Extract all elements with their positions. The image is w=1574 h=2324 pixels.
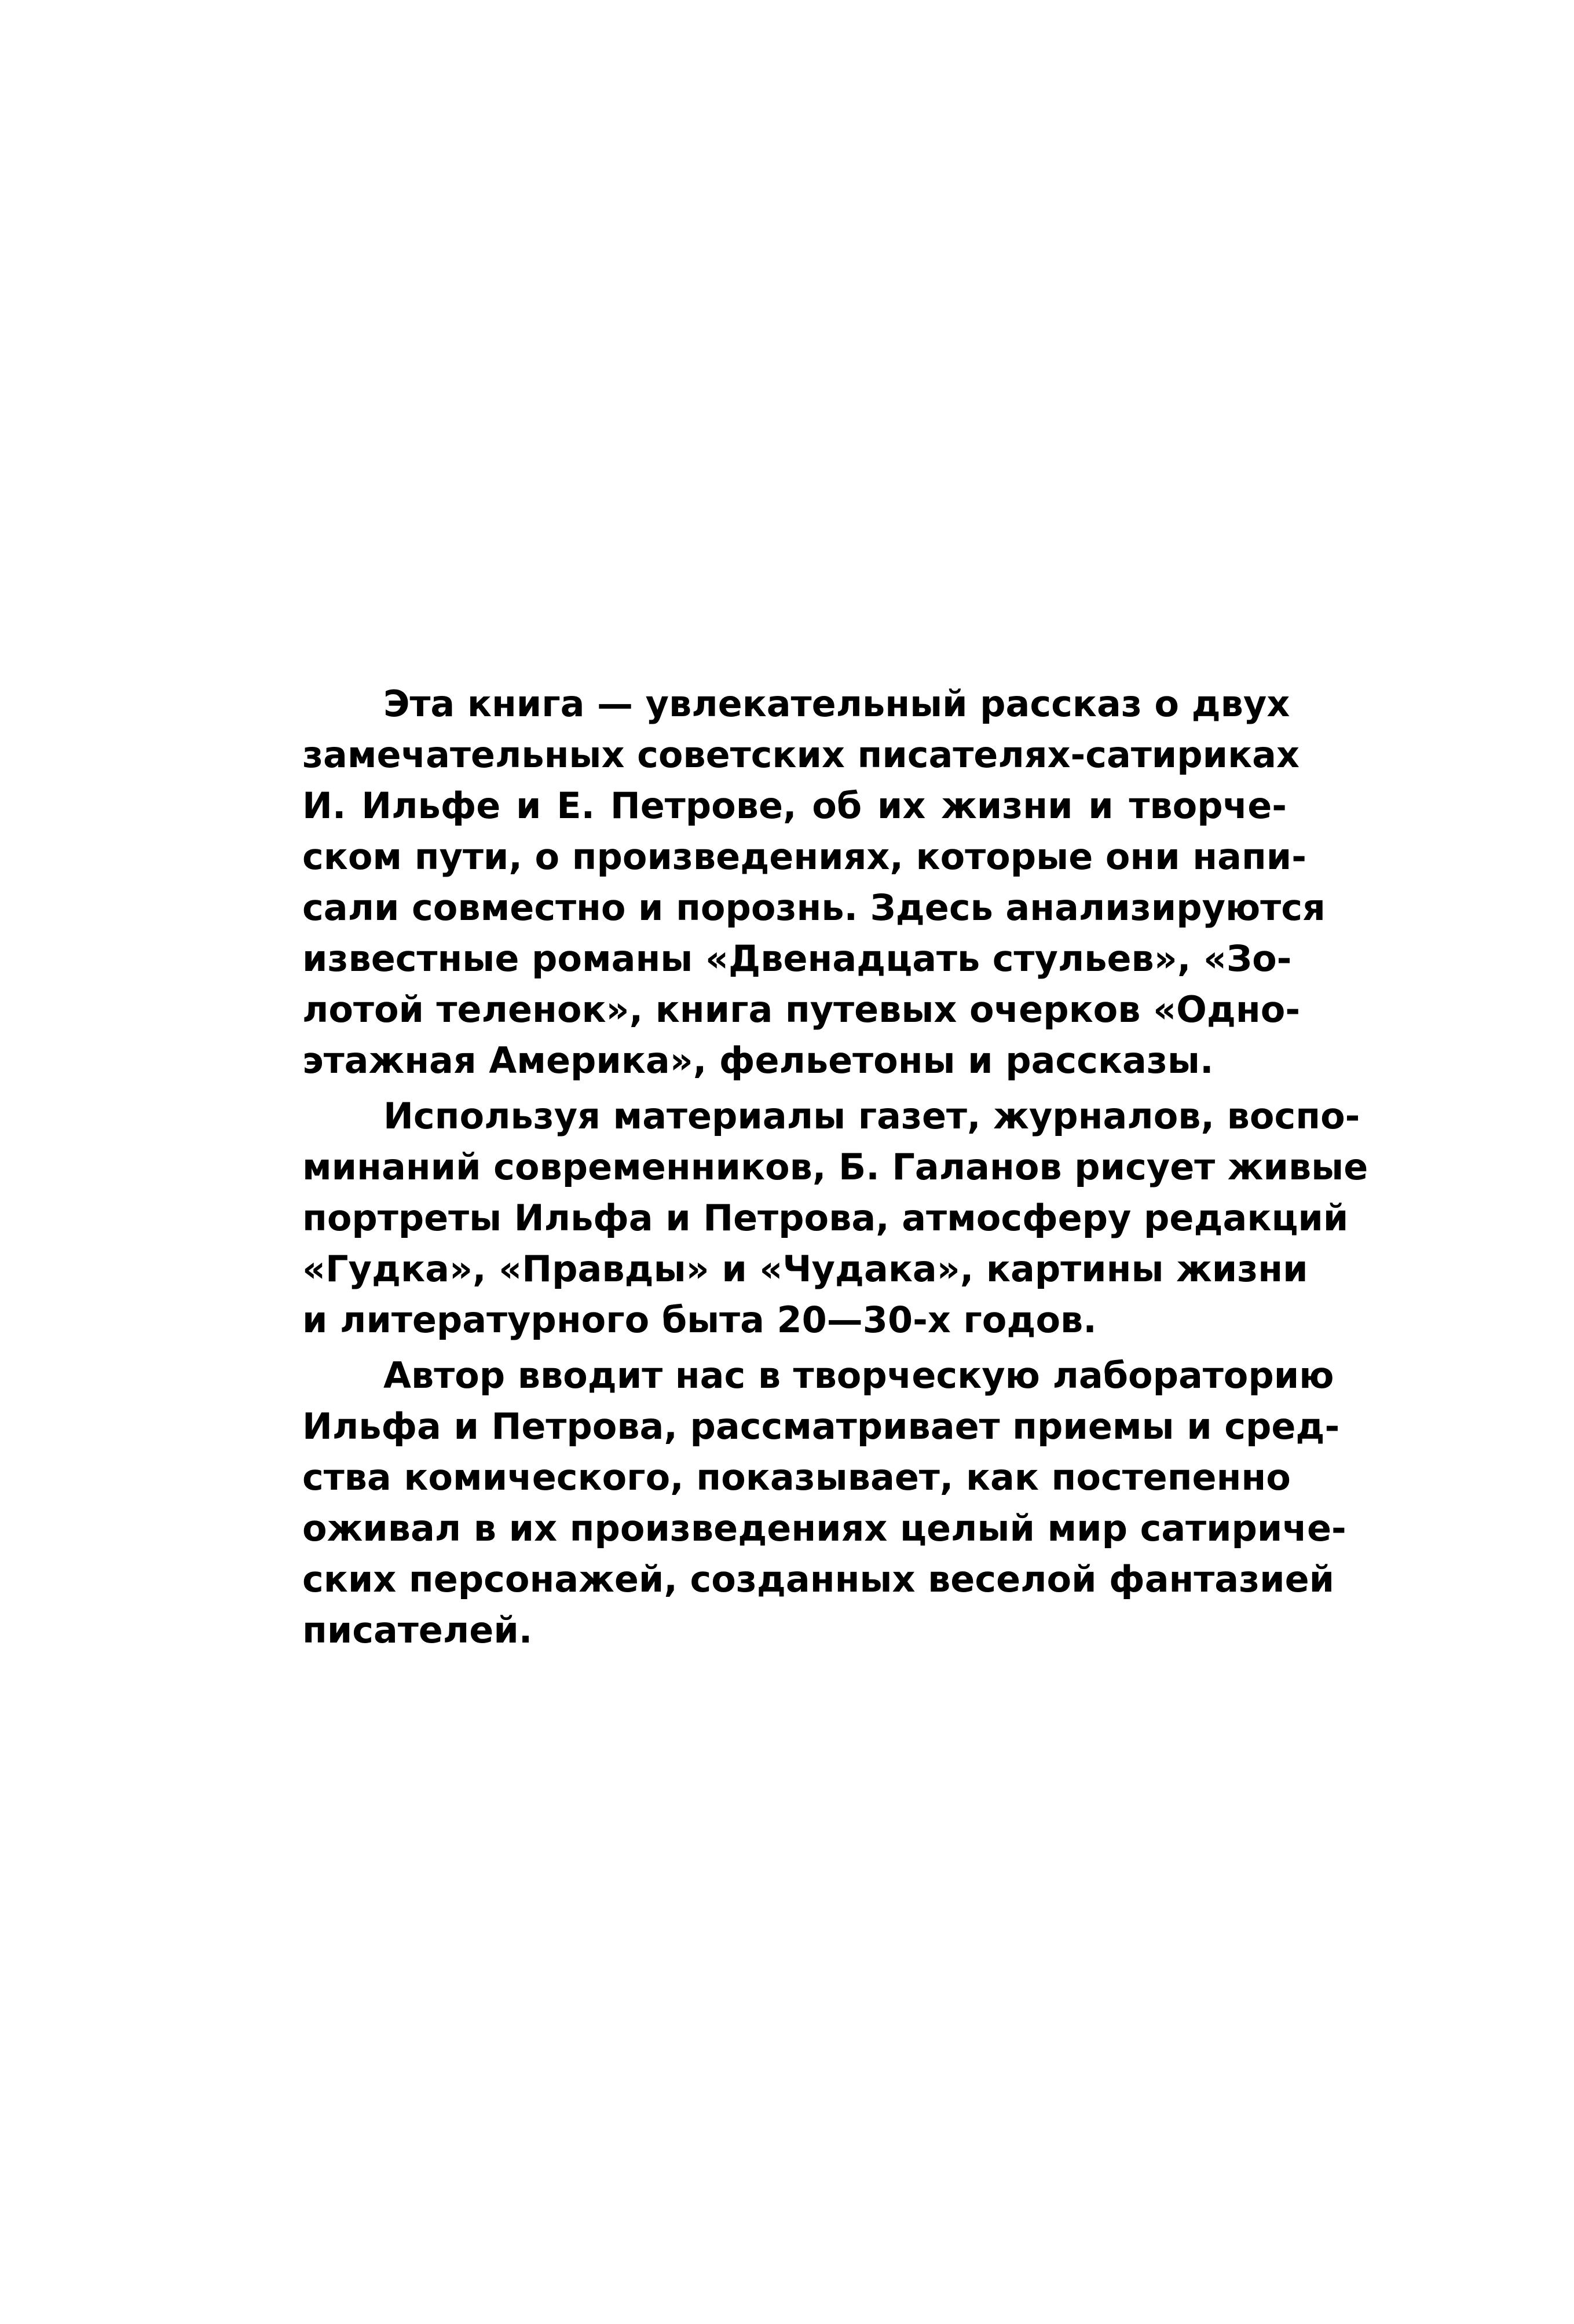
text-line: Ильфа и Петрова, рассматривает приемы и сред- bbox=[302, 1405, 1340, 1447]
text-line: ских персонажей, созданных веселой фантазией bbox=[302, 1558, 1335, 1600]
text-line: известные романы «Двенадцать стульев», «Зо- bbox=[302, 937, 1292, 980]
text-line: Эта книга — увлекательный рассказ о двух bbox=[383, 683, 1290, 725]
text-line: сали совместно и порознь. Здесь анализируются bbox=[302, 886, 1326, 929]
text-line: ства комического, показывает, как постепенно bbox=[302, 1456, 1291, 1498]
text-line: ском пути, о произведениях, которые они напи- bbox=[302, 835, 1306, 878]
text-line: и литературного быта 20—30-х годов. bbox=[302, 1299, 1097, 1341]
text-line: «Гудка», «Правды» и «Чудака», картины жизни bbox=[302, 1248, 1308, 1290]
text-line: И. Ильфе и Е. Петрове, об их жизни и творче- bbox=[302, 785, 1287, 827]
text-line: портреты Ильфа и Петрова, атмосферу редакций bbox=[302, 1197, 1349, 1239]
text-line: оживал в их произведениях целый мир сатириче- bbox=[302, 1507, 1346, 1549]
annotation-text bbox=[302, 679, 1368, 1656]
text-line: Используя материалы газет, журналов, воспо- bbox=[383, 1095, 1360, 1137]
paragraph-2 bbox=[302, 1091, 1368, 1346]
text-line: минаний современников, Б. Галанов рисует живые bbox=[302, 1146, 1368, 1188]
text-line: этажная Америка», фельетоны и рассказы. bbox=[302, 1039, 1214, 1082]
paragraph-3 bbox=[302, 1350, 1346, 1656]
text-line: Автор вводит нас в творческую лабораторию bbox=[383, 1354, 1334, 1396]
paragraph-1 bbox=[302, 679, 1326, 1086]
text-line: лотой теленок», книга путевых очерков «Одно- bbox=[302, 988, 1301, 1031]
text-line: замечательных советских писателях-сатириках bbox=[302, 734, 1300, 776]
text-line: писателей. bbox=[302, 1609, 533, 1651]
